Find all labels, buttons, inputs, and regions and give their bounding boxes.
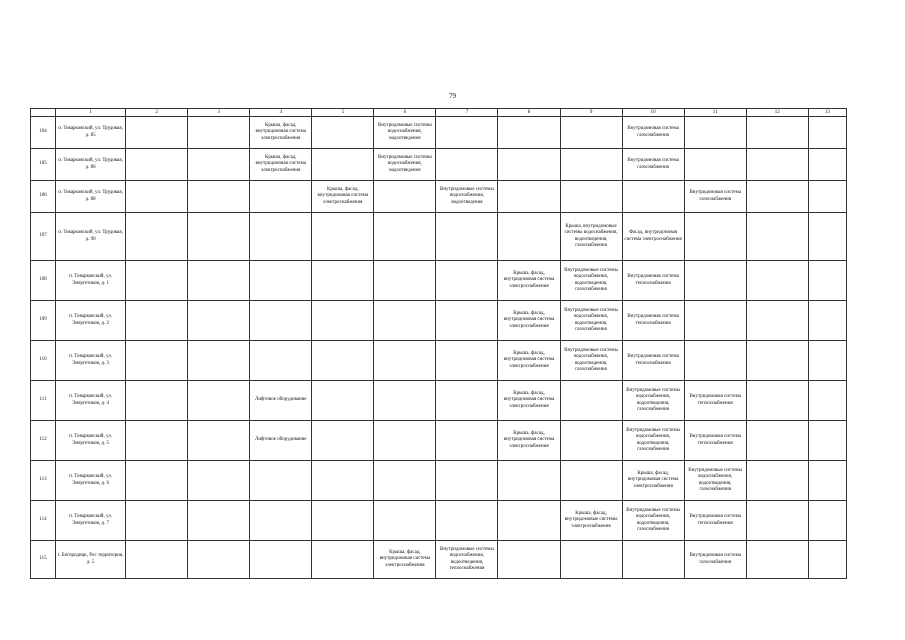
header-cell: 10: [622, 109, 684, 117]
work-cell: Внутридомовая система теплоснабжения: [684, 501, 746, 541]
work-cell: [560, 421, 622, 461]
address-cell: г. Богородицк, Рос территория, д. 5: [56, 541, 126, 579]
address-cell: п. Товарковский, ул. Энергетиков, д. 7: [56, 501, 126, 541]
work-cell: [188, 301, 250, 341]
work-cell: [126, 181, 188, 213]
header-cell: 8: [498, 109, 560, 117]
work-cell: [684, 301, 746, 341]
work-cell: [436, 213, 498, 261]
work-cell: [498, 117, 560, 149]
work-cell: [808, 261, 846, 301]
work-cell: [808, 381, 846, 421]
work-cell: [188, 461, 250, 501]
work-cell: [684, 213, 746, 261]
address-cell: п. Товарковский, ул. Энергетиков, д. 5: [56, 421, 126, 461]
row-number: 104: [31, 117, 56, 149]
row-number: 111: [31, 381, 56, 421]
table-row: [31, 541, 847, 579]
work-cell: [808, 117, 846, 149]
header-cell: 1: [56, 109, 126, 117]
address-cell: п. Товарковский, ул. Трудовая, д. 88: [56, 181, 126, 213]
address-cell: п. Товарковский, ул. Энергетиков, д. 4: [56, 381, 126, 421]
work-cell: Внутридомовые системы водоснабжения, водоотведения, газоснабжения: [560, 301, 622, 341]
work-cell: [808, 501, 846, 541]
address-cell: п. Товарковский, ул. Трудовая, д. 90: [56, 213, 126, 261]
table-row: [31, 341, 847, 381]
work-cell: [808, 213, 846, 261]
header-cell: 11: [684, 109, 746, 117]
work-cell: [746, 301, 808, 341]
work-cell: [746, 541, 808, 579]
work-cell: [312, 341, 374, 381]
header-cell: 7: [436, 109, 498, 117]
work-cell: [126, 541, 188, 579]
row-number: 115: [31, 541, 56, 579]
work-cell: [312, 421, 374, 461]
work-cell: Внутридомовые системы водоснабжения, водоотведения: [374, 117, 436, 149]
work-cell: [560, 461, 622, 501]
work-cell: Крыша, фасад, внутридомовая система электроснабжения: [498, 301, 560, 341]
work-cell: [498, 461, 560, 501]
work-cell: [684, 149, 746, 181]
row-number: 112: [31, 421, 56, 461]
work-cell: Крыша, фасад, внутридомовая система электроснабжения: [498, 421, 560, 461]
header-cell: 2: [126, 109, 188, 117]
work-cell: [746, 421, 808, 461]
work-cell: [498, 149, 560, 181]
work-cell: [126, 381, 188, 421]
work-cell: [746, 149, 808, 181]
work-cell: [560, 381, 622, 421]
row-number: 107: [31, 213, 56, 261]
table-row: [31, 117, 847, 149]
table-row: [31, 149, 847, 181]
work-cell: Внутридомовые системы водоснабжения, водоотведения, газоснабжения: [622, 421, 684, 461]
work-cell: [188, 213, 250, 261]
work-cell: [808, 301, 846, 341]
work-cell: Крыша, внутридомовые системы водоснабжения, водоотведения, газоснабжения: [560, 213, 622, 261]
work-cell: Внутридомовая система газоснабжения: [684, 541, 746, 579]
work-cell: [126, 213, 188, 261]
table-row: [31, 421, 847, 461]
work-cell: Внутридомовые системы водоснабжения, водоотведения: [374, 149, 436, 181]
work-cell: [374, 213, 436, 261]
work-cell: [126, 149, 188, 181]
repair-schedule-table: [30, 108, 847, 579]
work-cell: [746, 341, 808, 381]
header-cell: 13: [808, 109, 846, 117]
work-cell: Крыша, фасад, внутридомовая система электроснабжения: [498, 341, 560, 381]
work-cell: Внутридомовые системы водоснабжения, водоотведения: [436, 181, 498, 213]
work-cell: [436, 501, 498, 541]
work-cell: [436, 117, 498, 149]
work-cell: [374, 301, 436, 341]
header-row: [31, 109, 847, 117]
table-row: [31, 501, 847, 541]
work-cell: [498, 213, 560, 261]
work-cell: Внутридомовые системы водоснабжения, водоотведения, газоснабжения: [622, 381, 684, 421]
work-cell: [312, 501, 374, 541]
work-cell: [560, 149, 622, 181]
work-cell: [188, 261, 250, 301]
table-row: [31, 301, 847, 341]
work-cell: [560, 181, 622, 213]
work-cell: [808, 341, 846, 381]
work-cell: [250, 213, 312, 261]
work-cell: Внутридомовые системы водоснабжения, водоотведения, газоснабжения: [622, 501, 684, 541]
work-cell: [250, 181, 312, 213]
work-cell: [374, 501, 436, 541]
work-cell: [436, 149, 498, 181]
work-cell: Крыша, фасад, внутридомовая система электроснабжения: [498, 381, 560, 421]
work-cell: [498, 181, 560, 213]
page-number: 79: [449, 92, 456, 100]
work-cell: [126, 117, 188, 149]
work-cell: [126, 261, 188, 301]
work-cell: Крыша, фасад, внутридомовая система электроснабжения: [250, 149, 312, 181]
work-cell: Крыша, фасад, внутридомовая система электроснабжения: [312, 181, 374, 213]
work-cell: [808, 149, 846, 181]
work-cell: Крыша, фасад, внутридомовая система электроснабжения: [374, 541, 436, 579]
work-cell: Крыша, фасад, внутридомовая система электроснабжения: [622, 461, 684, 501]
work-cell: [746, 181, 808, 213]
work-cell: [312, 381, 374, 421]
work-cell: [560, 117, 622, 149]
work-cell: [188, 117, 250, 149]
work-cell: [746, 213, 808, 261]
address-cell: п. Товарковский, ул. Энергетиков, д. 6: [56, 461, 126, 501]
row-number: 105: [31, 149, 56, 181]
header-cell: 12: [746, 109, 808, 117]
work-cell: [622, 541, 684, 579]
work-cell: [808, 181, 846, 213]
table-row: [31, 213, 847, 261]
work-cell: [374, 341, 436, 381]
work-cell: [126, 341, 188, 381]
work-cell: Внутридомовая система газоснабжения: [684, 181, 746, 213]
work-cell: [312, 301, 374, 341]
work-cell: Лифтовое оборудование: [250, 421, 312, 461]
table-row: [31, 381, 847, 421]
row-number: 113: [31, 461, 56, 501]
work-cell: [684, 341, 746, 381]
work-cell: [250, 501, 312, 541]
work-cell: [126, 421, 188, 461]
row-number: 106: [31, 181, 56, 213]
work-cell: Лифтовое оборудование: [250, 381, 312, 421]
header-cell: 6: [374, 109, 436, 117]
work-cell: [250, 261, 312, 301]
work-cell: [126, 461, 188, 501]
work-cell: [746, 261, 808, 301]
address-cell: п. Товарковский, ул. Трудовая, д. 86: [56, 149, 126, 181]
table-row: [31, 461, 847, 501]
table-row: [31, 261, 847, 301]
header-cell: 4: [250, 109, 312, 117]
address-cell: п. Товарковский, ул. Энергетиков, д. 3: [56, 341, 126, 381]
work-cell: [436, 341, 498, 381]
address-cell: п. Товарковский, ул. Энергетиков, д. 2: [56, 301, 126, 341]
work-cell: [498, 541, 560, 579]
work-cell: [374, 381, 436, 421]
work-cell: Крыша, фасад, внутридомовые системы электроснабжения: [560, 501, 622, 541]
work-cell: [436, 381, 498, 421]
work-cell: [250, 541, 312, 579]
work-cell: Внутридомовые системы водоснабжения, водоотведения, газоснабжения: [560, 261, 622, 301]
row-number: 110: [31, 341, 56, 381]
work-cell: Внутридомовая система теплоснабжения: [622, 261, 684, 301]
work-cell: [498, 501, 560, 541]
work-cell: [746, 117, 808, 149]
work-cell: [188, 421, 250, 461]
work-cell: [126, 301, 188, 341]
address-cell: п. Товарковский, ул. Трудовая, д. 85: [56, 117, 126, 149]
work-cell: [188, 381, 250, 421]
header-cell: [31, 109, 56, 117]
work-cell: [374, 261, 436, 301]
work-cell: [622, 181, 684, 213]
work-cell: Внутридомовая система теплоснабжения: [684, 421, 746, 461]
work-cell: [188, 501, 250, 541]
work-cell: Внутридомовая система теплоснабжения: [684, 381, 746, 421]
work-cell: [436, 421, 498, 461]
work-cell: Внутридомовые системы водоснабжения, водоотведения, теплоснабжения: [436, 541, 498, 579]
work-cell: [312, 149, 374, 181]
work-cell: [250, 341, 312, 381]
work-cell: [808, 461, 846, 501]
work-cell: [250, 461, 312, 501]
work-cell: Внутридомовая система газоснабжения: [622, 149, 684, 181]
header-cell: 5: [312, 109, 374, 117]
work-cell: [312, 213, 374, 261]
work-cell: Фасад, внутридомовая система электроснабжения: [622, 213, 684, 261]
table-row: [31, 181, 847, 213]
row-number: 108: [31, 261, 56, 301]
address-cell: п. Товарковский, ул. Энергетиков, д. 1: [56, 261, 126, 301]
row-number: 114: [31, 501, 56, 541]
work-cell: [808, 541, 846, 579]
work-cell: Внутридомовые системы водоснабжения, водоотведения, газоснабжения: [560, 341, 622, 381]
row-number: 109: [31, 301, 56, 341]
work-cell: [312, 461, 374, 501]
work-cell: [374, 181, 436, 213]
work-cell: [560, 541, 622, 579]
work-cell: [746, 461, 808, 501]
work-cell: [808, 421, 846, 461]
work-cell: [312, 261, 374, 301]
work-cell: Внутридомовая система теплоснабжения: [622, 301, 684, 341]
header-cell: 9: [560, 109, 622, 117]
work-cell: [250, 301, 312, 341]
work-cell: Крыша, фасад, внутридомовая система электроснабжения: [498, 261, 560, 301]
work-cell: [126, 501, 188, 541]
work-cell: Крыша, фасад, внутридомовая система электроснабжения: [250, 117, 312, 149]
work-cell: [188, 341, 250, 381]
header-cell: 3: [188, 109, 250, 117]
work-cell: Внутридомовые системы водоснабжения, водоотведения, газоснабжения: [684, 461, 746, 501]
work-cell: [312, 541, 374, 579]
work-cell: [684, 261, 746, 301]
work-cell: [188, 181, 250, 213]
work-cell: [312, 117, 374, 149]
work-cell: Внутридомовая система теплоснабжения: [622, 341, 684, 381]
work-cell: Внутридомовая система газоснабжения: [622, 117, 684, 149]
work-cell: [436, 461, 498, 501]
work-cell: [746, 501, 808, 541]
work-cell: [436, 301, 498, 341]
work-cell: [188, 541, 250, 579]
work-cell: [746, 381, 808, 421]
work-cell: [436, 261, 498, 301]
work-cell: [684, 117, 746, 149]
work-cell: [374, 421, 436, 461]
work-cell: [188, 149, 250, 181]
work-cell: [374, 461, 436, 501]
